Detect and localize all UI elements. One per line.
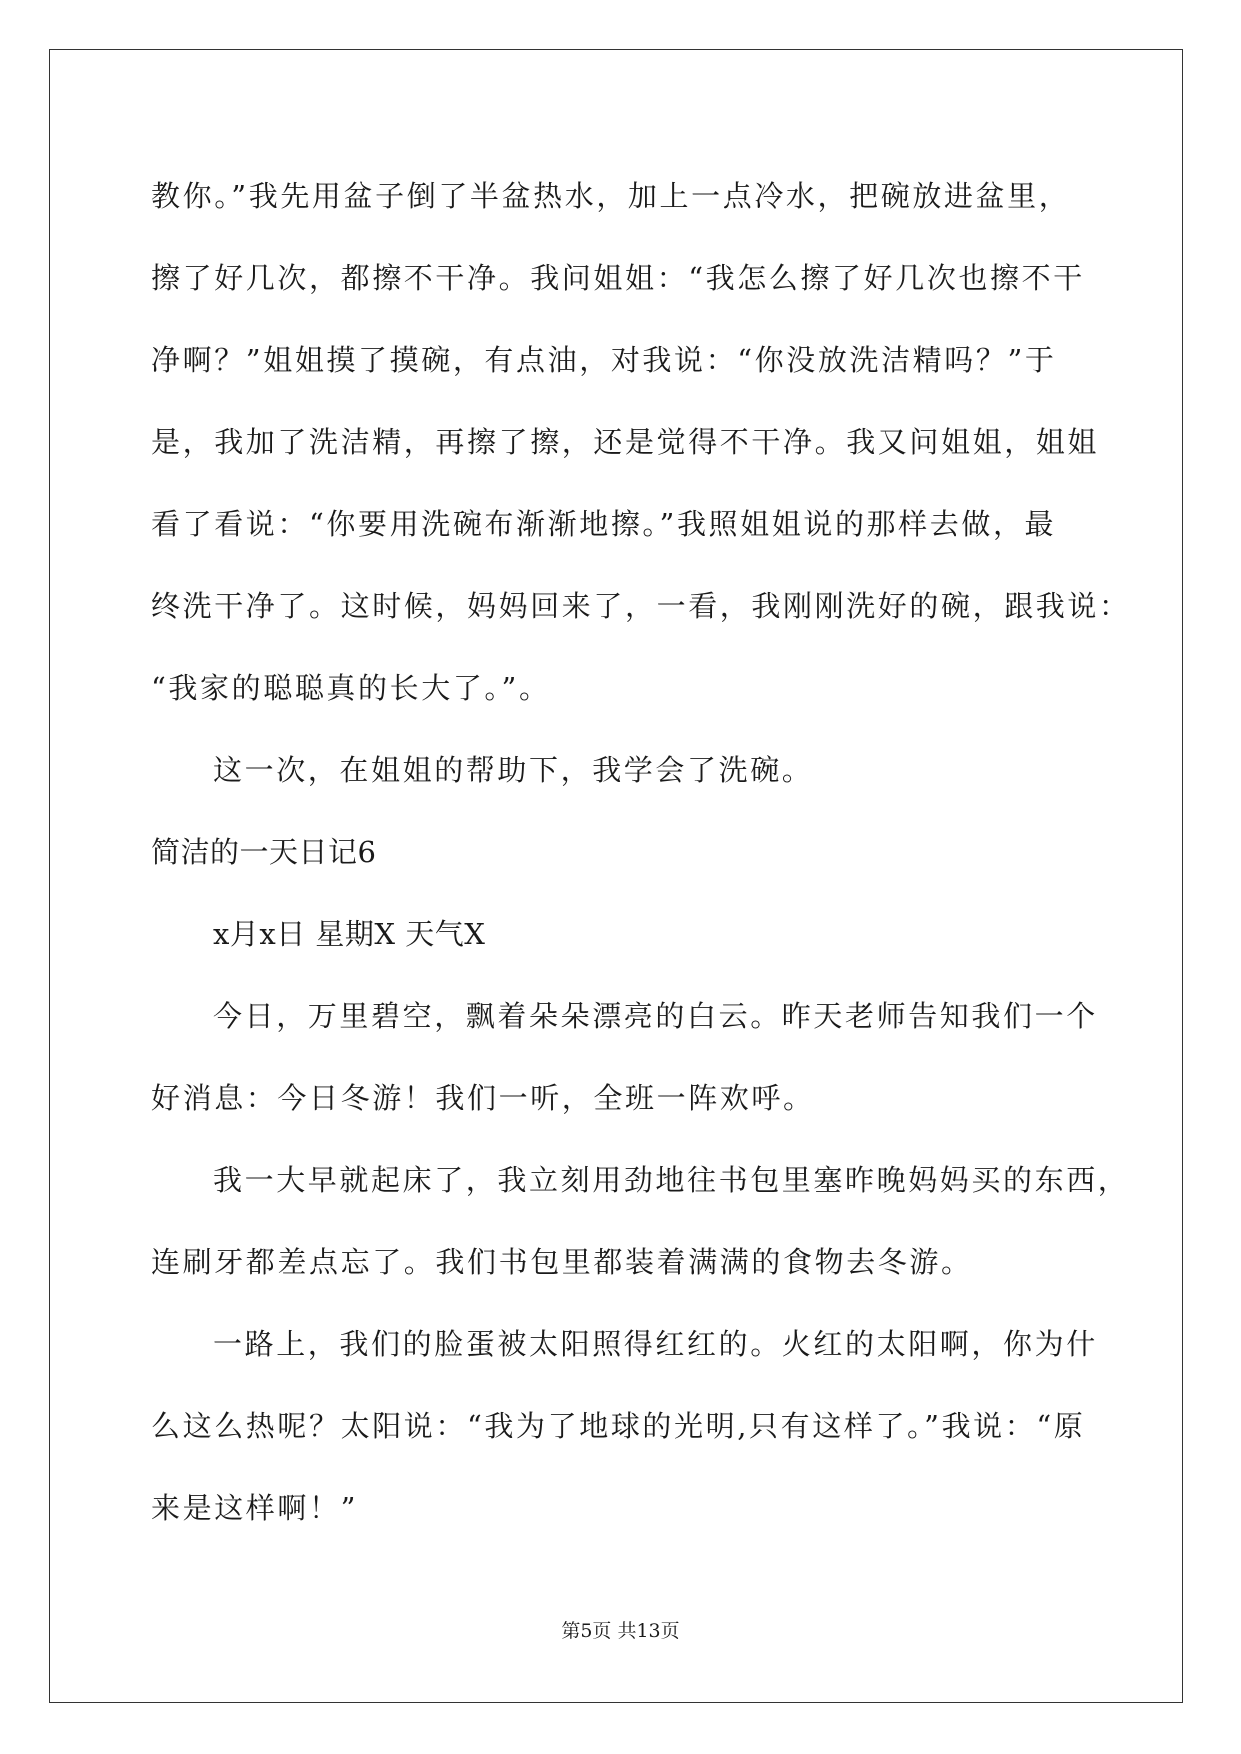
section-heading: 简洁的一天日记6	[151, 835, 377, 869]
document-body	[151, 155, 1131, 1549]
text-line: 连刷牙都差点忘了。我们书包里都装着满满的食物去冬游。	[151, 1245, 973, 1279]
text-line: 教你。”我先用盆子倒了半盆热水，加上一点冷水，把碗放进盆里，	[151, 179, 1071, 213]
text-line: 擦了好几次，都擦不干净。我问姐姐：“我怎么擦了好几次也擦不干	[151, 261, 1085, 295]
text-line: 看了看说：“你要用洗碗布渐渐地擦。”我照姐姐说的那样去做，最	[151, 507, 1057, 541]
paragraph-first-line: 我一大早就起床了，我立刻用劲地往书包里塞昨晚妈妈买的东西，	[213, 1163, 1130, 1197]
text-line: “我家的聪聪真的长大了。”。	[151, 671, 551, 705]
paragraph-first-line: 这一次，在姐姐的帮助下，我学会了洗碗。	[213, 753, 814, 787]
text-line: 来是这样啊！”	[151, 1491, 359, 1525]
diary-date-line: x月x日 星期X 天气X	[213, 917, 486, 951]
text-line: 好消息：今日冬游！我们一听，全班一阵欢呼。	[151, 1081, 815, 1115]
text-line: 净啊？”姐姐摸了摸碗，有点油，对我说：“你没放洗洁精吗？”于	[151, 343, 1057, 377]
text-line: 终洗干净了。这时候，妈妈回来了，一看，我刚刚洗好的碗，跟我说：	[151, 589, 1131, 623]
paragraph-first-line: 今日，万里碧空，飘着朵朵漂亮的白云。昨天老师告知我们一个	[213, 999, 1098, 1033]
text-line: 么这么热呢？太阳说：“我为了地球的光明,只有这样了。”我说：“原	[151, 1409, 1086, 1443]
text-line: 是，我加了洗洁精，再擦了擦，还是觉得不干净。我又问姐姐，姐姐	[151, 425, 1100, 459]
paragraph-first-line: 一路上，我们的脸蛋被太阳照得红红的。火红的太阳啊，你为什	[213, 1327, 1098, 1361]
page-number-footer: 第5页 共13页	[561, 1620, 680, 1642]
